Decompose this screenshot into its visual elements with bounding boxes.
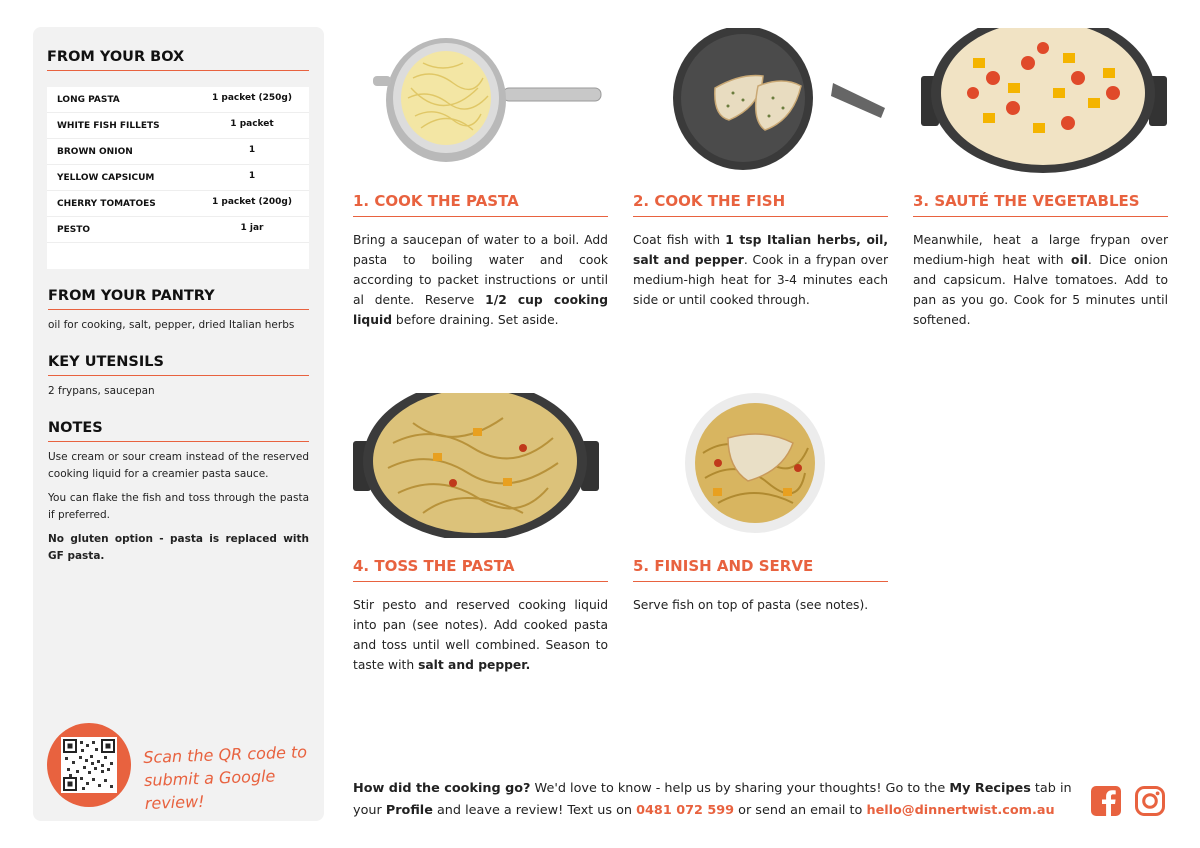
- footer-bold: How did the cooking go?: [353, 781, 531, 796]
- note-item: You can flake the fish and toss through the pasta if preferred.: [48, 492, 309, 521]
- step-text-run: Coat fish with: [633, 233, 726, 247]
- finish-serve-image: [633, 393, 888, 538]
- ingredient-name: BROWN ONION: [57, 147, 133, 157]
- qr-caption-line: Scan the QR code to: [142, 742, 308, 767]
- qr-caption-line: submit a Google review!: [143, 766, 276, 813]
- footer-text: We'd love to know - help us by sharing your thoughts! Go to the: [530, 781, 950, 796]
- step-title: 5. FINISH AND SERVE: [633, 557, 888, 582]
- footer-text: or send an email to: [734, 803, 867, 818]
- step-text: [633, 595, 888, 615]
- step-text-run: before draining. Set aside.: [392, 313, 559, 327]
- qr-badge: [47, 723, 131, 807]
- footer-bold: Profile: [385, 803, 433, 818]
- step-text-run: Bring a saucepan of water to a boil. Add pasta to boiling water and cook according to packet instructions or until al dente. Reserve: [353, 233, 608, 307]
- ingredient-name: YELLOW CAPSICUM: [57, 173, 155, 183]
- review-footer: [353, 778, 1073, 822]
- ingredients-table: [47, 87, 309, 269]
- instagram-icon[interactable]: [1134, 785, 1166, 817]
- from-your-box-heading: FROM YOUR BOX: [47, 49, 309, 71]
- from-your-pantry-heading: FROM YOUR PANTRY: [48, 288, 309, 310]
- step-text: [633, 230, 888, 310]
- ingredient-qty: 1 packet (250g): [212, 93, 292, 103]
- table-row: [47, 191, 309, 217]
- notes-heading: NOTES: [48, 420, 309, 442]
- step-text-bold: 1/2 cup cooking liquid: [353, 293, 608, 327]
- ingredients-sidebar: [33, 27, 324, 821]
- ingredient-name: PESTO: [57, 225, 91, 235]
- table-row: [47, 165, 309, 191]
- key-utensils-heading: KEY UTENSILS: [48, 354, 309, 376]
- step-text: [913, 230, 1168, 330]
- email-link[interactable]: hello@dinnertwist.com.au: [866, 803, 1055, 818]
- qr-code-icon: [61, 737, 117, 793]
- table-row: [47, 217, 309, 243]
- footer-bold: My Recipes: [949, 781, 1031, 796]
- facebook-icon[interactable]: [1090, 785, 1122, 817]
- step-title: 3. SAUTÉ THE VEGETABLES: [913, 192, 1168, 217]
- ingredient-qty: 1 packet (200g): [212, 197, 292, 207]
- footer-text: tab in your: [353, 781, 1072, 818]
- step-text-bold: 1 tsp Italian herbs, oil, salt and pepper: [633, 233, 888, 267]
- table-row: [47, 87, 309, 113]
- qr-code[interactable]: [61, 737, 117, 793]
- ingredient-name: WHITE FISH FILLETS: [57, 121, 160, 131]
- step-title: 2. COOK THE FISH: [633, 192, 888, 217]
- step-text: [353, 595, 608, 675]
- step-text: [353, 230, 608, 330]
- step-title: 1. COOK THE PASTA: [353, 192, 608, 217]
- qr-caption: [143, 740, 315, 815]
- note-item: No gluten option - pasta is replaced with GF pasta.: [48, 533, 309, 562]
- pantry-text: oil for cooking, salt, pepper, dried Italian herbs: [48, 319, 295, 331]
- step-text-bold: oil: [1071, 253, 1088, 267]
- step-text-run: Stir pesto and reserved cooking liquid into pan (see notes). Add cooked pasta and toss until well combined. Season to taste with: [353, 598, 608, 672]
- table-row: [47, 139, 309, 165]
- step-title: 4. TOSS THE PASTA: [353, 557, 608, 582]
- step-text-run: . Cook in a frypan over medium-high heat for 3-4 minutes each side or until cooked through.: [633, 253, 889, 307]
- cook-pasta-image: [353, 28, 608, 173]
- ingredient-name: LONG PASTA: [57, 95, 120, 105]
- ingredient-qty: 1 packet: [230, 119, 274, 129]
- step-text-run: Serve fish on top of pasta (see notes).: [633, 598, 869, 612]
- footer-text: and leave a review! Text us on: [432, 803, 637, 818]
- utensils-text: 2 frypans, saucepan: [48, 385, 155, 397]
- cook-fish-image: [633, 28, 888, 173]
- ingredient-qty: 1: [248, 171, 256, 181]
- ingredient-qty: 1 jar: [240, 223, 264, 233]
- step-text-run: . Dice onion and capsicum. Halve tomatoes. Add to pan as you go. Cook for 5 minutes until softened.: [913, 253, 1168, 327]
- note-item: Use cream or sour cream instead of the reserved cooking liquid for a creamier pasta sauce.: [48, 451, 309, 480]
- table-row: [47, 113, 309, 139]
- toss-pasta-image: [353, 393, 608, 538]
- saute-vegetables-image: [913, 28, 1168, 173]
- ingredient-name: CHERRY TOMATOES: [57, 199, 156, 209]
- ingredient-qty: 1: [248, 145, 256, 155]
- step-text-bold: salt and pepper.: [418, 658, 531, 672]
- step-text-run: Meanwhile, heat a large frypan over medium-high heat with: [913, 233, 1168, 267]
- notes-list: [48, 449, 309, 572]
- phone-link[interactable]: 0481 072 599: [636, 803, 735, 818]
